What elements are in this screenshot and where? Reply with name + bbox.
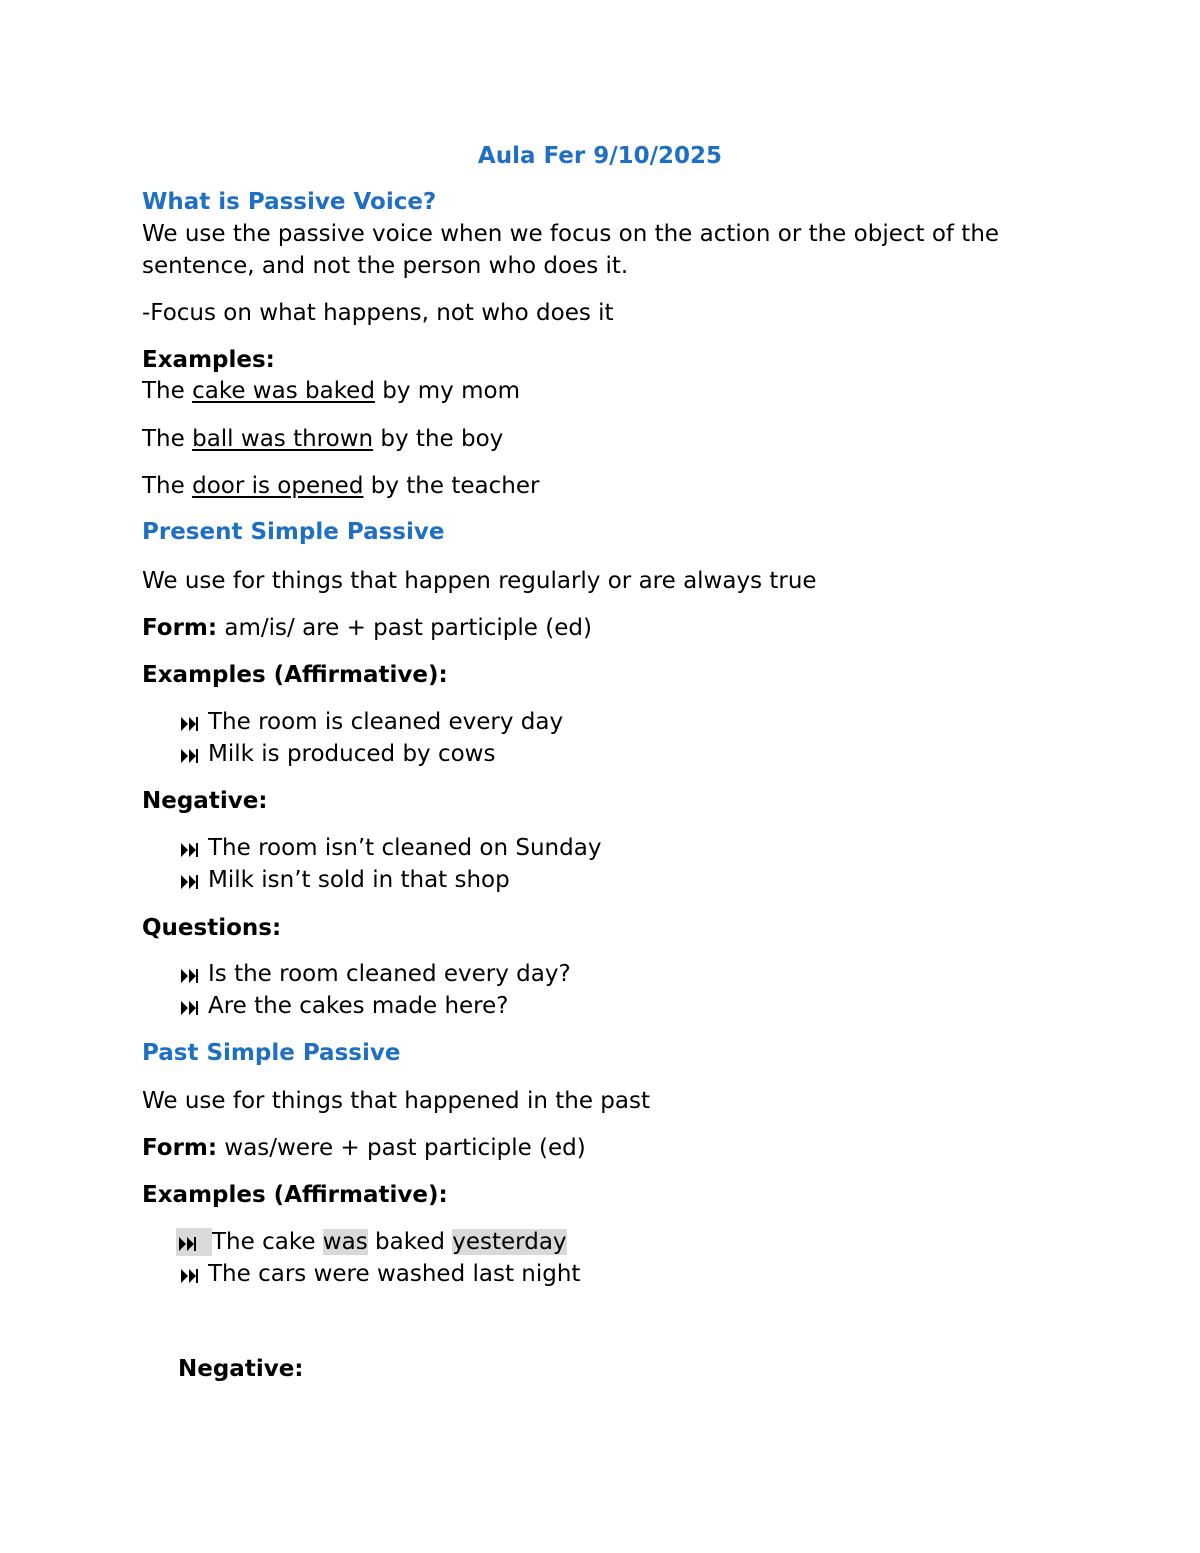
section-heading-present-simple-passive: Present Simple Passive [142, 519, 445, 545]
list-item [178, 708, 563, 736]
present-affirmative-label: Examples (Affirmative): [142, 662, 448, 688]
example-line [142, 425, 503, 453]
past-affirmative-label: Examples (Affirmative): [142, 1182, 448, 1208]
list-item [178, 740, 495, 768]
list-item-text: The room isn’t cleaned on Sunday [208, 835, 602, 861]
past-usage: We use for things that happened in the past [142, 1088, 650, 1114]
present-form [142, 614, 592, 642]
list-item [178, 834, 601, 862]
form-text: was/were + past participle (ed) [217, 1135, 586, 1161]
intro-paragraph-line-1: We use the passive voice when we focus on the action or the object of the [142, 221, 1000, 247]
list-item-text: Is the room cleaned every day? [208, 961, 571, 987]
section-heading-passive-voice: What is Passive Voice? [142, 189, 437, 215]
section-heading-past-simple-passive: Past Simple Passive [142, 1040, 401, 1066]
example-text: The [142, 378, 193, 404]
example-text: The [142, 473, 193, 499]
list-item-text: The room is cleaned every day [208, 709, 564, 735]
intro-paragraph-line-2: sentence, and not the person who does it. [142, 253, 629, 279]
present-negative-label: Negative: [142, 788, 268, 814]
list-item-text: Are the cakes made here? [208, 993, 509, 1019]
form-label: Form: [142, 615, 218, 641]
example-line [142, 377, 520, 405]
list-item [178, 866, 510, 894]
list-item-text: The cake [212, 1229, 323, 1255]
highlighted-word: yesterday [452, 1229, 567, 1255]
double-arrow-icon [178, 866, 208, 894]
double-arrow-icon [178, 740, 208, 768]
highlighted-word: was [322, 1229, 368, 1255]
double-arrow-icon [178, 992, 208, 1020]
example-underlined: cake was baked [192, 378, 375, 404]
double-arrow-icon [178, 960, 208, 988]
page-title: Aula Fer 9/10/2025 [477, 143, 723, 169]
present-usage: We use for things that happen regularly or are always true [142, 568, 817, 594]
double-arrow-icon [176, 1228, 212, 1256]
list-item-text: Milk isn’t sold in that shop [208, 867, 510, 893]
form-text: am/is/ are + past participle (ed) [217, 615, 592, 641]
list-item [178, 960, 571, 988]
list-item [178, 1228, 567, 1256]
double-arrow-icon [178, 708, 208, 736]
examples-label: Examples: [142, 347, 275, 373]
example-underlined: door is opened [192, 473, 364, 499]
form-label: Form: [142, 1135, 218, 1161]
past-form [142, 1134, 586, 1162]
example-line [142, 472, 539, 500]
list-item-text: Milk is produced by cows [208, 741, 496, 767]
example-text: by the teacher [363, 473, 540, 499]
example-text: by the boy [373, 426, 504, 452]
past-negative-label: Negative: [178, 1356, 304, 1382]
list-item-text: baked [367, 1229, 453, 1255]
focus-note: -Focus on what happens, not who does it [142, 300, 614, 326]
list-item [178, 992, 508, 1020]
example-text: The [142, 426, 193, 452]
double-arrow-icon [178, 834, 208, 862]
example-text: by my mom [374, 378, 520, 404]
present-questions-label: Questions: [142, 915, 282, 941]
list-item-text: The cars were washed last night [208, 1261, 581, 1287]
list-item [178, 1260, 580, 1288]
double-arrow-icon [178, 1260, 208, 1288]
example-underlined: ball was thrown [192, 426, 374, 452]
